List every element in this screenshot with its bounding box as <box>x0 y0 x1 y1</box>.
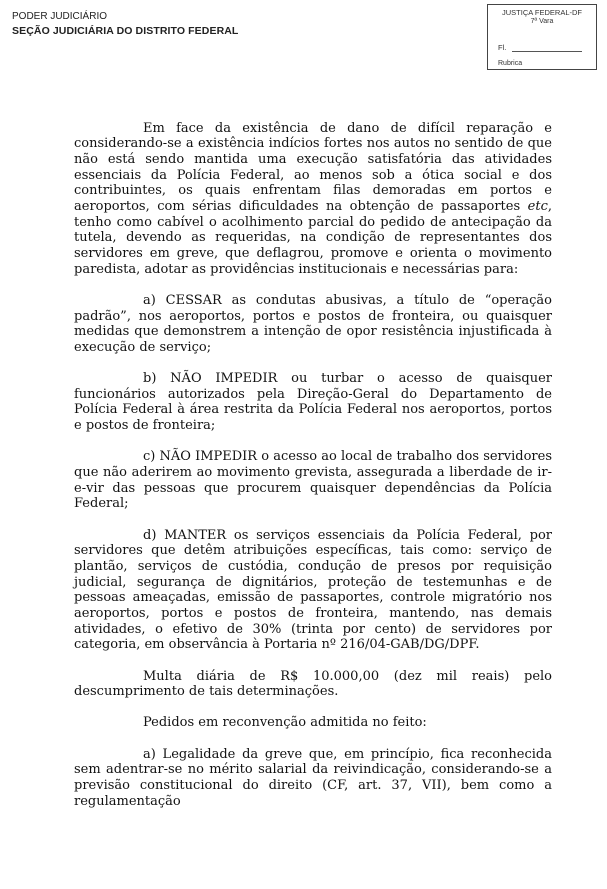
stamp-court: JUSTIÇA FEDERAL-DF <box>501 8 582 17</box>
paragraph-item-d: d) MANTER os serviços essenciais da Polícia Federal, por servidores que detêm atribuições específicas, tais como: serviço de plantão, serviços de custódia, condução de presos por requisição judicial, segurança de dignitários, proteção de testemunhas e de pessoas ameaçadas, emissão de passaportes, controle migratório nos aeroportos, portos e postos de fronteira, mantendo, nas demais atividades, o efetivo de 30% (trinta por cento) de servidores por categoria, em observância à Portaria nº 216/04-GAB/DG/DPF. <box>74 527 552 653</box>
intro-text-b: , tenho como cabível o acolhimento parcial do pedido de antecipação da tutela, devendo as requeridas, na condição de representantes dos servidores em greve, que deflagrou, promove e orienta o movimento paredista, adotar as providências institucionais e necessárias para: <box>74 198 552 277</box>
intro-etc: etc <box>527 198 548 214</box>
paragraph-multa: Multa diária de R$ 10.000,00 (dez mil reais) pelo descumprimento de tais determinações. <box>74 668 552 700</box>
paragraph-item-a: a) CESSAR as condutas abusivas, a título de “operação padrão”, nos aeroportos, portos e postos de fronteira, ou quaisquer medidas que demonstrem a intenção de opor resistência injustificada à execução de serviço; <box>74 292 552 355</box>
header-line-1: PODER JUDICIÁRIO <box>12 11 108 22</box>
paragraph-reconvencao-a: a) Legalidade da greve que, em princípio, fica reconhecida sem adentrar-se no mérito salarial da reivindicação, considerando-se a previsão constitucional do direito (CF, art. 37, VII), bem como a regulamentação <box>74 746 552 809</box>
paragraph-item-c: c) NÃO IMPEDIR o acesso ao local de trabalho dos servidores que não aderirem ao movimento grevista, assegurada a liberdade de ir-e-vir das pessoas que procurem quaisquer dependências da Polícia Federal; <box>74 449 552 512</box>
paragraph-pedidos: Pedidos em reconvenção admitida no feito: <box>143 715 427 731</box>
paragraph-intro <box>74 121 552 278</box>
stamp-fl-label: Fl. <box>498 43 507 52</box>
header-line-2: SEÇÃO JUDICIÁRIA DO DISTRITO FEDERAL <box>12 25 239 37</box>
document-body <box>74 105 552 809</box>
stamp-rubrica-label: Rubrica <box>498 60 523 67</box>
document-header <box>12 11 238 38</box>
stamp-vara: 7ª Vara <box>530 18 554 25</box>
intro-text-a: Em face da existência de dano de difícil reparação e considerando-se a existência indícios fortes nos autos no sentido de que não está sendo mantida uma execução satisfatória das atividades essenciais da Polícia Federal, ao menos sob a ótica social e dos contribuintes, os quais enfrentam filas demoradas em portos e aeroportos, com sérias dificuldades na obtenção de passaportes <box>74 120 552 214</box>
page-stamp <box>487 4 597 70</box>
paragraph-item-b: b) NÃO IMPEDIR ou turbar o acesso de quaisquer funcionários autorizados pela Direção-Geral do Departamento de Polícia Federal à área restrita da Polícia Federal nos aeroportos, portos e postos de fronteira; <box>74 371 552 434</box>
stamp-fl-line <box>512 51 582 52</box>
